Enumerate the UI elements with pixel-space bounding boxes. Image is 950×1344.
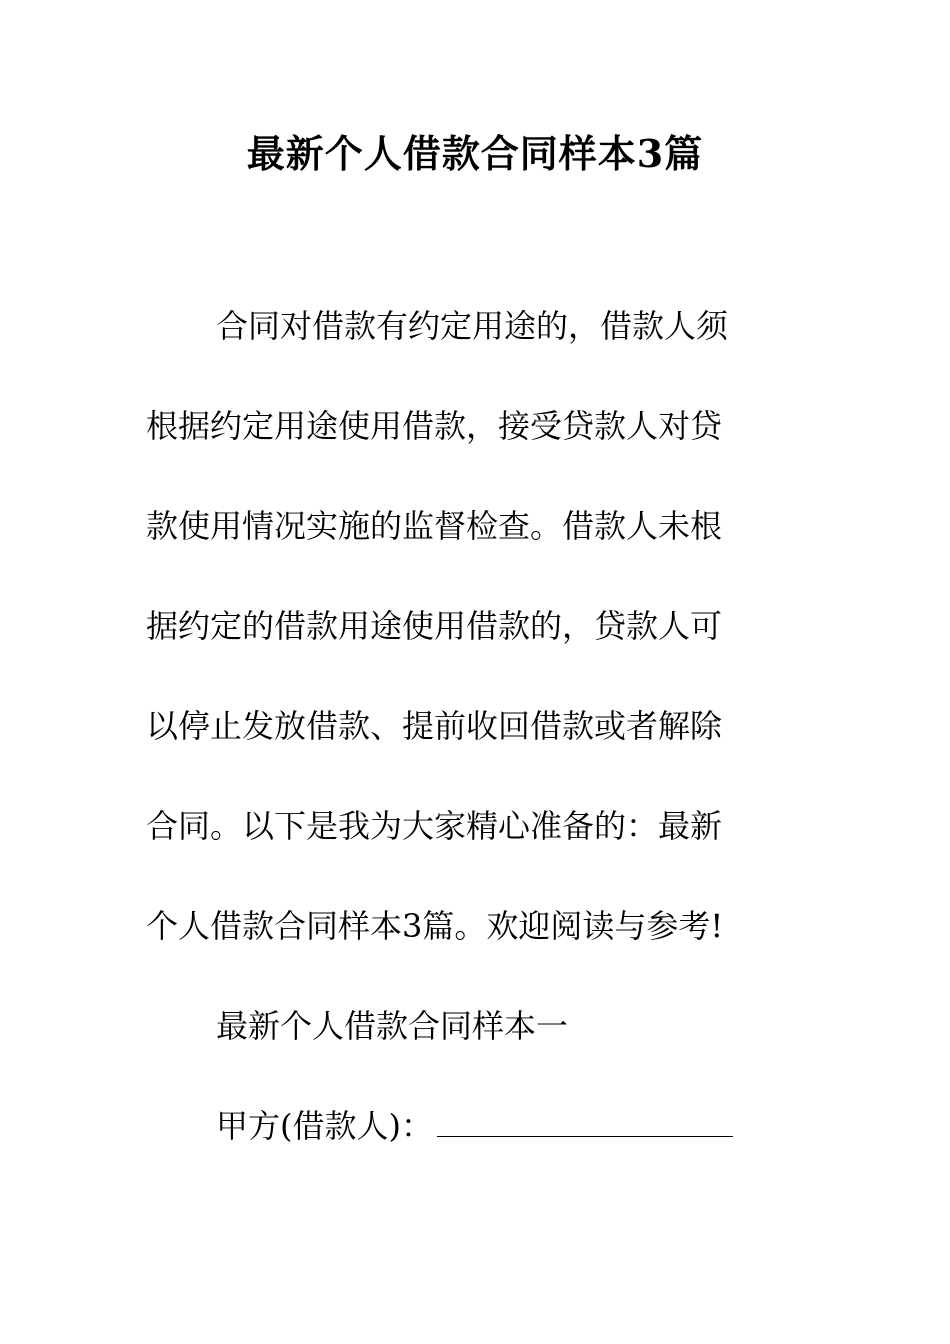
section-heading: 最新个人借款合同样本一 [216,1007,569,1045]
intro-line: 款使用情况实施的监督检查。借款人未根 [146,507,723,545]
intro-paragraph [146,276,806,976]
intro-line: 合同对借款有约定用途的，借款人须 [216,307,729,345]
party-a-label: 甲方(借款人)： [216,1107,433,1145]
intro-line: 个人借款合同样本3篇。欢迎阅读与参考! [146,907,724,945]
document-title: 最新个人借款合同样本3篇 [246,131,704,176]
intro-line: 根据约定用途使用借款，接受贷款人对贷 [146,407,723,445]
party-a-line [216,1076,733,1176]
party-a-blank-field[interactable] [437,1112,733,1137]
intro-line: 据约定的借款用途使用借款的，贷款人可 [146,607,723,645]
intro-line: 以停止发放借款、提前收回借款或者解除 [146,707,723,745]
intro-line: 合同。以下是我为大家精心准备的：最新 [146,807,723,845]
